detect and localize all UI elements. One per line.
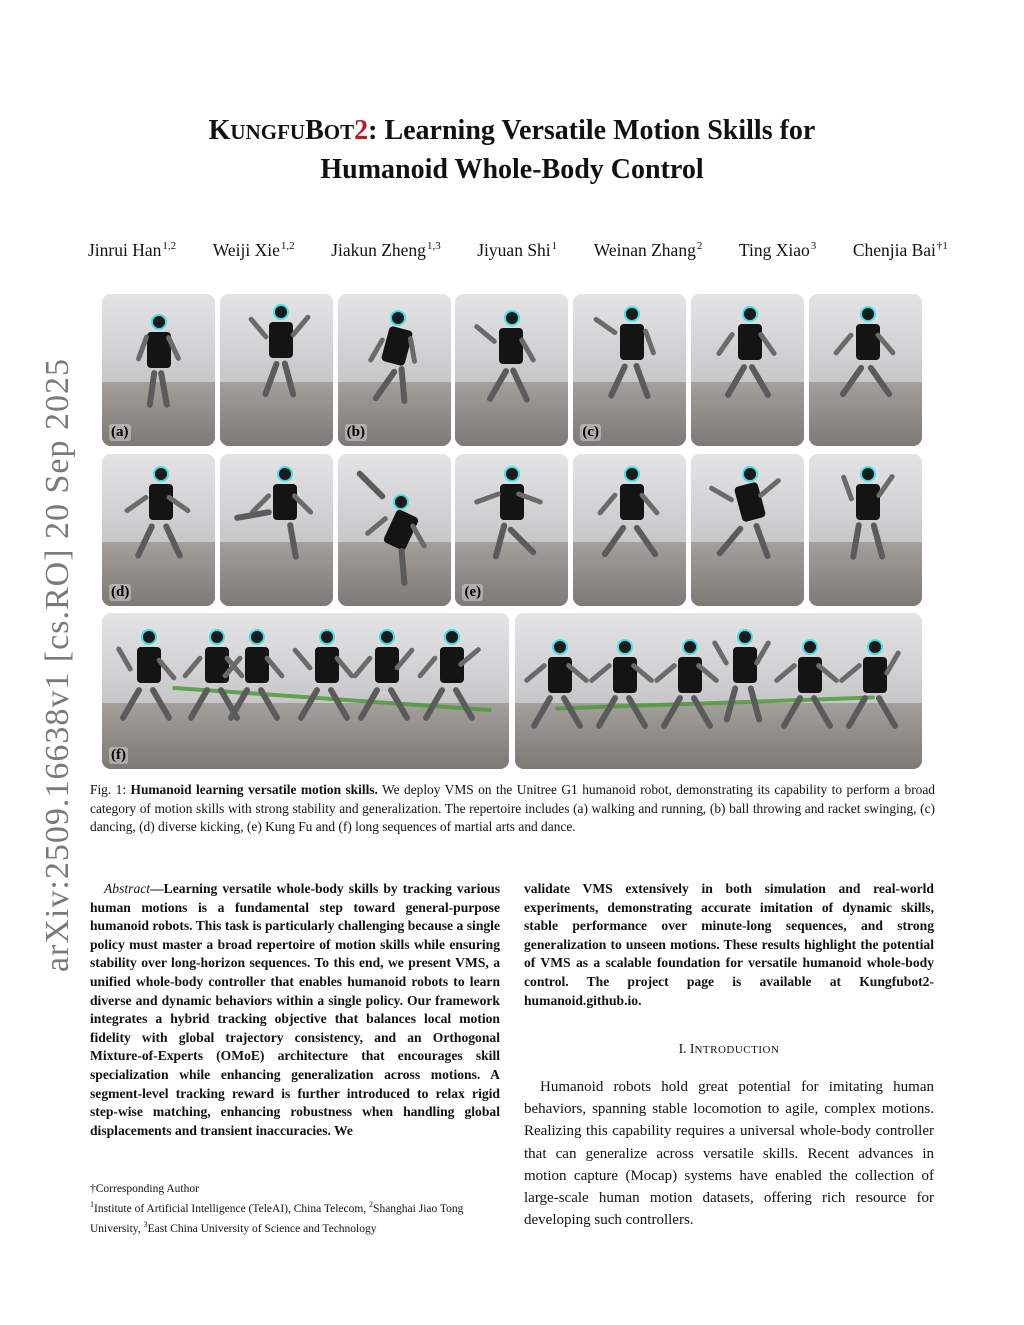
panel-label-d: (d): [111, 584, 130, 600]
photo-panel: [220, 454, 333, 606]
affiliation-marker: 1: [90, 1200, 94, 1209]
abstract-label: Abstract: [104, 881, 151, 896]
footnote: [90, 1181, 500, 1237]
abstract-left-column: [90, 880, 500, 1140]
panel-label-f: (f): [111, 747, 126, 763]
author-affiliation: 1,2: [280, 240, 295, 252]
title-b: B: [305, 115, 324, 146]
caption-bold: Humanoid learning versatile motion skills.: [130, 782, 378, 797]
photo-panel: [220, 294, 333, 446]
author: [739, 240, 816, 261]
section-number: I.: [678, 1041, 690, 1056]
arxiv-stamp: arXiv:2509.16638v1 [cs.RO] 20 Sep 2025: [39, 357, 76, 973]
author: [594, 240, 703, 261]
title-line1-rest: : Learning Versatile Motion Skills for: [368, 115, 816, 146]
title-line-2: Humanoid Whole-Body Control: [320, 154, 704, 185]
author: [853, 240, 948, 261]
figure-row-1: [102, 294, 922, 446]
author-name: Jiakun Zheng: [331, 240, 426, 260]
photo-panel: [338, 454, 451, 606]
photo-panel: [102, 454, 215, 606]
abstract-right-column: [524, 880, 934, 1010]
photo-panel: [102, 294, 215, 446]
panel-label-a: (a): [111, 424, 129, 440]
title-k: K: [208, 115, 231, 146]
author-name: Ting Xiao: [738, 240, 810, 260]
panel-label-c: (c): [582, 424, 599, 440]
author-affiliation: 1,2: [162, 240, 177, 252]
abstract-text-left: Learning versatile whole-body skills by tracking various human motions is a fundamental step toward general-purpose humanoid robots. This task is particularly challenging because a single policy must master a broad repertoire of motion skills while ensuring stability over long-horizon sequences. To this end, we present VMS, a unified whole-body controller that enables humanoid robots to learn diverse and dynamic behaviors within a single policy. Our framework integrates a hybrid tracking objective that balances local motion fidelity with global trajectory consistency, and an Orthogonal Mixture-of-Experts (OMoE) architecture that encourages skill specialization while enhancing generalization across motions. A segment-level tracking reward is further introduced to relax rigid step-wise matching, enhancing robustness when handling global displacements and transient inaccuracies. We: [90, 881, 500, 1138]
author-name: Chenjia Bai: [852, 240, 936, 260]
author-affiliation: 3: [810, 240, 817, 252]
abstract-text-right: validate VMS extensively in both simulation and real-world experiments, demonstrating accurate imitation of dynamic skills, stable performance over minute-long sequences, and strong generalization to unseen motions. These results highlight the potential of VMS as a scalable foundation for versatile humanoid whole-body control. The project page is available at Kungfubot2-humanoid.github.io.: [524, 881, 934, 1008]
figure-1: [102, 294, 922, 770]
abstract: [90, 880, 500, 1140]
affiliations: [90, 1197, 500, 1237]
photo-panel: [338, 294, 451, 446]
figure-caption: [90, 781, 935, 837]
abstract-dash: —: [150, 881, 164, 896]
affiliation-1: Institute of Artificial Intelligence (TeleAI), China Telecom,: [94, 1202, 370, 1215]
introduction-paragraph: Humanoid robots hold great potential for imitating human behaviors, spanning stable locomotion to agile, complex motions. Realizing this capability requires a universal whole-body controller that can generalize across versatile skills. Recent advances in motion capture (Mocap) systems have enabled the collection of large-scale human motion datasets, offering rich resource for developing such controllers.: [524, 1079, 934, 1229]
photo-panel: [691, 454, 804, 606]
title-ungfu: UNGFU: [230, 120, 306, 144]
figure-row-3: [102, 613, 922, 769]
section-heading: [524, 1041, 934, 1057]
title-2: 2: [354, 115, 369, 146]
photo-panel-sequence-2: [515, 613, 922, 769]
caption-prefix: Fig. 1:: [90, 782, 131, 797]
author-affiliation: 2: [696, 240, 703, 252]
author-name: Weiji Xie: [212, 240, 280, 260]
photo-panel: [809, 294, 922, 446]
section-first-letter: I: [689, 1041, 695, 1056]
photo-panel: [455, 294, 568, 446]
corresponding-author-note: †Corresponding Author: [90, 1183, 199, 1195]
author-affiliation: 1,3: [426, 240, 441, 252]
author-name: Jinrui Han: [88, 240, 162, 260]
author: [88, 240, 176, 261]
affiliation-marker: 2: [369, 1200, 374, 1209]
author-affiliation: 1: [551, 240, 558, 252]
panel-label-b: (b): [346, 424, 365, 440]
author-list: [88, 240, 948, 261]
affiliation-2: Shanghai Jiao Tong University,: [90, 1202, 464, 1235]
photo-panel-sequence-1: [102, 613, 509, 769]
figure-row-2: [102, 454, 922, 606]
author-name: Jiyuan Shi: [477, 240, 551, 260]
section-title-rest: NTRODUCTION: [694, 1044, 780, 1056]
author-name: Weinan Zhang: [593, 240, 696, 260]
title-ot: OT: [323, 120, 355, 144]
photo-panel: [573, 294, 686, 446]
caption-text: We deploy VMS on the Unitree G1 humanoid robot, demonstrating its capability to perform a broad category of motion skills with strong stability and generalization. The repertoire includes (a) walking and running, (b) ball throwing and racket swinging, (c) dancing, (d) diverse kicking, (e) Kung Fu and (f) long sequences of martial arts and dance.: [90, 782, 935, 834]
author: [477, 240, 557, 261]
author: [331, 240, 441, 261]
panel-label-e: (e): [464, 584, 482, 600]
affiliation-3: East China University of Science and Technology: [147, 1222, 377, 1235]
photo-panel: [573, 454, 686, 606]
author-affiliation: †1: [936, 240, 948, 252]
photo-panel: [455, 454, 568, 606]
photo-panel: [809, 454, 922, 606]
photo-panel: [691, 294, 804, 446]
author: [213, 240, 295, 261]
paper-title: [0, 112, 1024, 189]
title-line-1: [0, 112, 1024, 151]
affiliation-marker: 3: [143, 1219, 148, 1229]
